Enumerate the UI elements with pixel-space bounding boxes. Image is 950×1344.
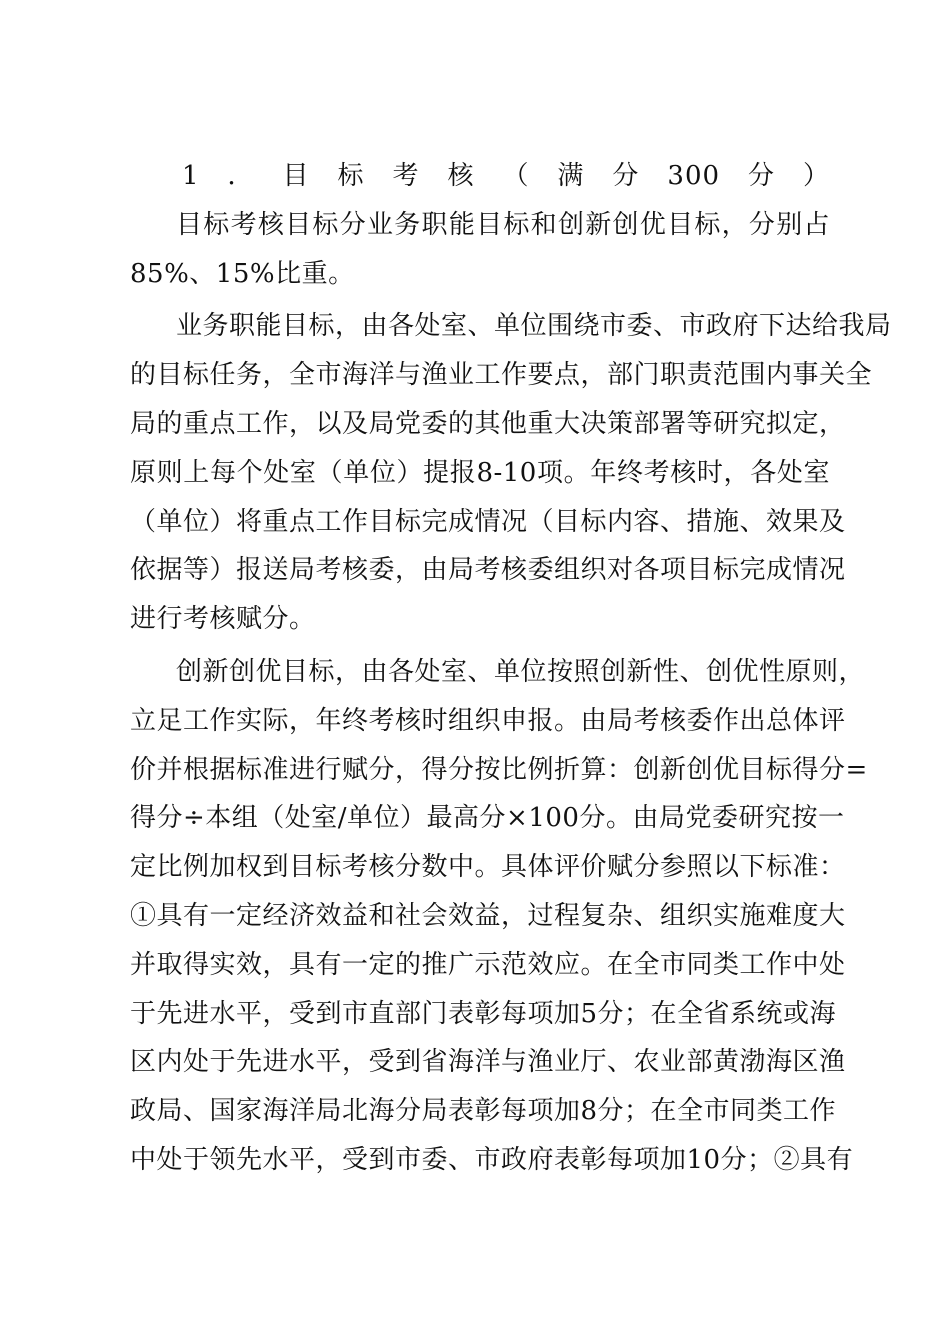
paragraph-line: ①具有一定经济效益和社会效益，过程复杂、组织实施难度大	[130, 900, 846, 931]
paragraph-line: 85%、15%比重。	[130, 258, 355, 289]
paragraph-line: 立足工作实际，年终考核时组织申报。由局考核委作出总体评	[130, 705, 846, 736]
paragraph-line: 依据等）报送局考核委，由局考核委组织对各项目标完成情况	[130, 555, 846, 586]
paragraph-line: 于先进水平，受到市直部门表彰每项加5分；在全省系统或海	[130, 998, 837, 1029]
paragraph-line: 区内处于先进水平，受到省海洋与渔业厅、农业部黄渤海区渔	[130, 1047, 846, 1078]
paragraph-business-goals	[130, 302, 892, 644]
paragraph-innovation-goals	[130, 648, 868, 1185]
paragraph-line: 局的重点工作，以及局党委的其他重大决策部署等研究拟定，	[130, 408, 846, 439]
document-body	[130, 152, 892, 1185]
paragraph-line: 业务职能目标，由各处室、单位围绕市委、市政府下达给我局	[176, 311, 892, 342]
paragraph-line: 得分÷本组（处室/单位）最高分×100分。由局党委研究按一	[130, 803, 845, 834]
paragraph-line: 定比例加权到目标考核分数中。具体评价赋分参照以下标准：	[130, 852, 846, 883]
paragraph-line: 并取得实效，具有一定的推广示范效应。在全市同类工作中处	[130, 949, 846, 980]
paragraph-line: 原则上每个处室（单位）提报8-10项。年终考核时，各处室	[130, 457, 830, 488]
section-heading: 1．目标考核（满分300分）	[182, 161, 830, 191]
paragraph-line: （单位）将重点工作目标完成情况（目标内容、措施、效果及	[130, 506, 846, 537]
paragraph-line: 的目标任务，全市海洋与渔业工作要点，部门职责范围内事关全	[130, 360, 873, 391]
paragraph-line: 中处于领先水平，受到市委、市政府表彰每项加10分；②具有	[130, 1144, 854, 1175]
paragraph-line: 政局、国家海洋局北海分局表彰每项加8分；在全市同类工作	[130, 1096, 837, 1127]
paragraph-line: 价并根据标准进行赋分，得分按比例折算：创新创优目标得分=	[130, 754, 868, 785]
paragraph-line: 目标考核目标分业务职能目标和创新创优目标，分别占	[176, 209, 830, 240]
paragraph-weights	[130, 201, 830, 299]
paragraph-line: 进行考核赋分。	[130, 604, 316, 635]
paragraph-line: 创新创优目标，由各处室、单位按照创新性、创优性原则，	[176, 656, 866, 687]
